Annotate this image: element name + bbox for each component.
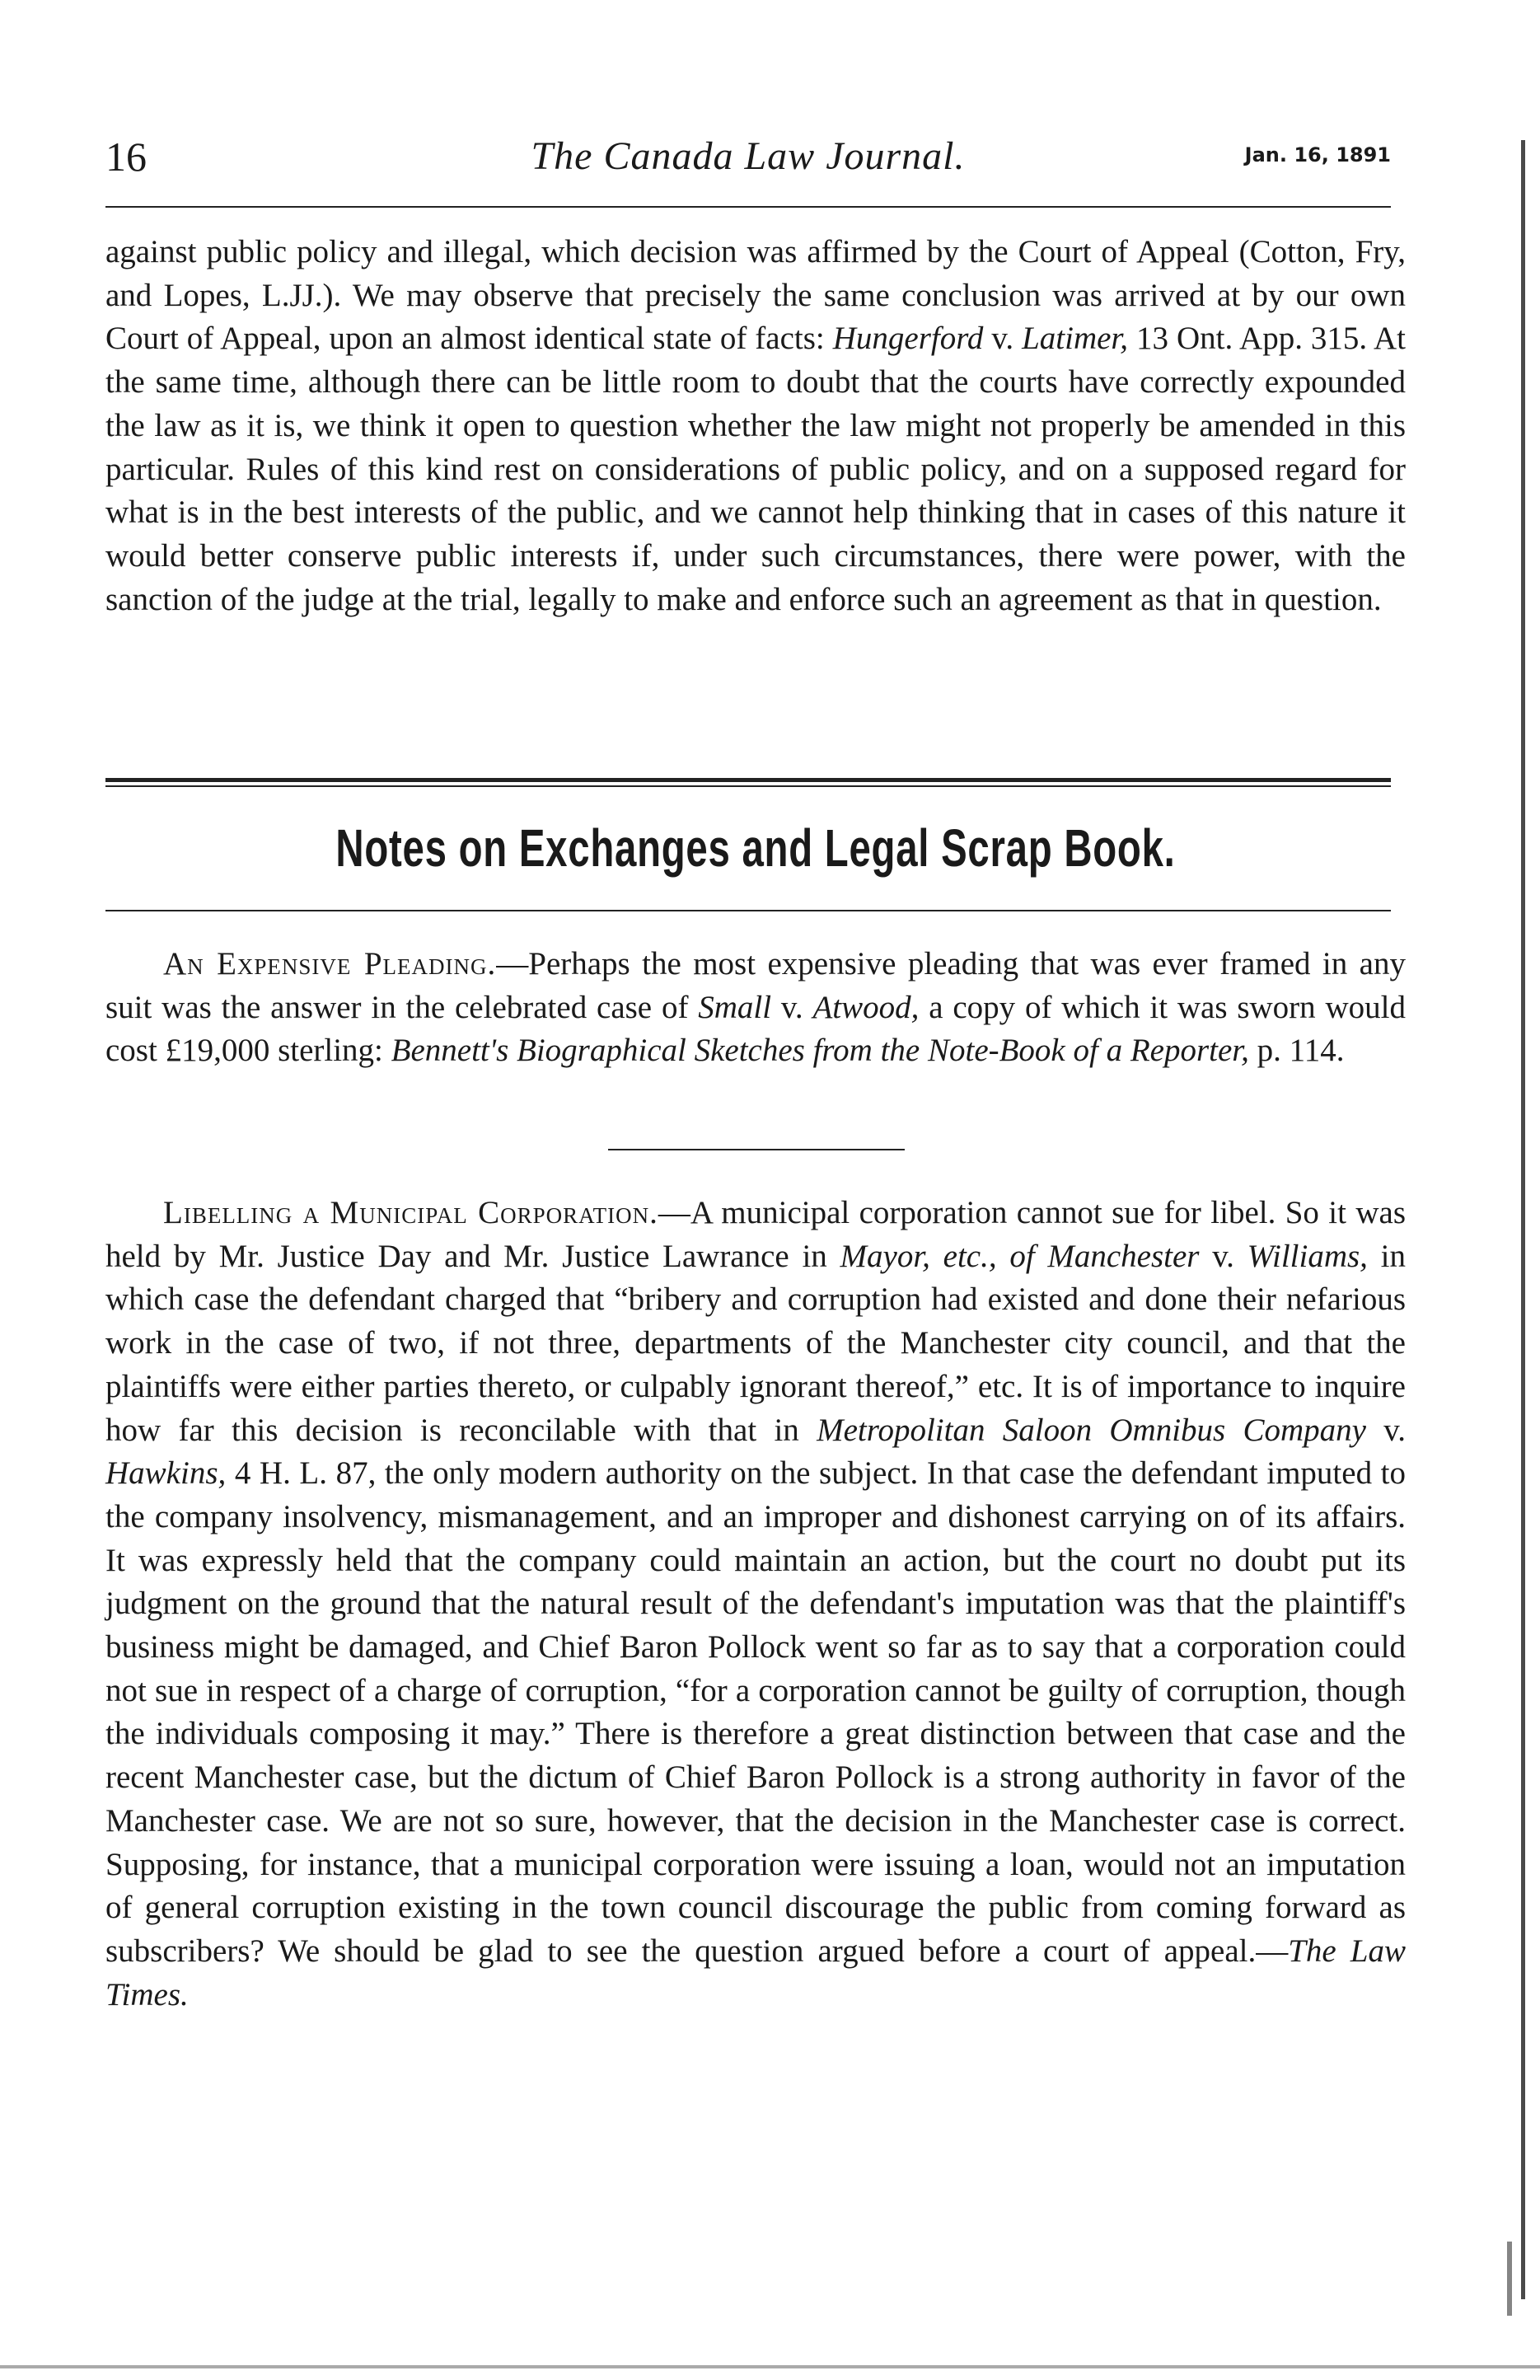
text-run: against public policy and illegal, which decision was affirmed by the Court of Appeal (Cotton, Fry, and Lopes, L.JJ.). We may observe that precisely the same conclusion was arrived at by our own Court of Appeal, upon an almost identical state of facts:: [105, 234, 1406, 357]
case-name: Atwood,: [812, 989, 920, 1025]
case-name: Hungerford: [832, 321, 984, 357]
case-name: Metropolitan Saloon Omnibus Company: [817, 1412, 1366, 1448]
note-separator: [608, 1149, 905, 1150]
continuation-paragraph: [105, 231, 1406, 621]
text-run: —A municipal corporation cannot sue for libel. So it was held by Mr. Justice Day and Mr. Justice Lawrance in: [105, 1195, 1406, 1274]
case-name: Hawkins,: [105, 1455, 227, 1492]
source-citation: Bennett's Biographical Sketches from the Note-Book of a Reporter,: [391, 1033, 1249, 1069]
note-heading: Libelling a Municipal Corporation.: [163, 1195, 658, 1230]
text-run: 4 H. L. 87, the only modern authority on the subject. In that case the defendant imputed to the company insolvency, mismanagement, and an improper and dishonest carrying on of its affairs. It was expressly held that the company could maintain an action, but the court no doubt put its judgment on the ground that the natural result of the defendant's imputation was that the plaintiff's business might be damaged, and Chief Baron Pollock went so far as to say that a corporation could not sue in respect of a charge of corruption, “for a corporation cannot be guilty of corruption, though the individuals composing it may.” There is therefore a great distinction between that case and the recent Manchester case, but the dictum of Chief Baron Pollock is a strong authority in favor of the Manchester case. We are not so sure, however, that the decision in the Manchester case is correct. Supposing, for instance, that a municipal corporation were issuing a loan, would not an imputation of general corruption existing in the town council discourage the public from coming forward as subscribers? We should be glad to see the question argued before a court of appeal.—: [105, 1455, 1406, 1969]
issue-date: Jan. 16, 1891: [1244, 143, 1391, 166]
case-name: Mayor, etc., of Manchester: [840, 1238, 1200, 1274]
paragraph: [105, 1192, 1406, 2017]
case-name: Williams,: [1247, 1238, 1368, 1274]
section-double-rule-top: [105, 778, 1391, 782]
paragraph: [105, 231, 1406, 621]
text-run: 13 Ont. App. 315. At the same time, although there can be little room to doubt that the courts have correctly expounded the law as it is, we think it open to question whether the law might not properly be amended in this particular. Rules of this kind rest on considerations of public policy, and on a supposed regard for what is in the best interests of the public, and we cannot help thinking that in cases of this nature it would better conserve public interests if, under such circumstances, there were power, with the sanction of the judge at the trial, legally to make and enforce such an agreement as that in question.: [105, 321, 1406, 617]
scan-bottom-edge: [0, 2365, 1540, 2368]
text-run: v.: [771, 989, 813, 1025]
scan-edge-shadow: [1521, 140, 1525, 2299]
text-run: v.: [1365, 1412, 1406, 1448]
text-run: —Perhaps the most expensive pleading that was ever framed in any suit was the answer in the celebrated case of: [105, 946, 1406, 1025]
scan-edge-mark: [1507, 2242, 1512, 2316]
section-title: Notes on Exchanges and Legal Scrap Book.: [335, 818, 1176, 878]
case-name: Small: [698, 989, 772, 1025]
paragraph: [105, 943, 1406, 1073]
text-run: p. 114.: [1248, 1033, 1345, 1069]
text-run: v.: [983, 321, 1023, 357]
running-title: The Canada Law Journal.: [531, 134, 966, 178]
text-run: in which case the defendant charged that “bribery and corruption had existed and done their nefarious work in the case of two, if not three, departments of the Manchester city council, and that the plaintiffs were either parties thereto, or culpably ignorant thereof,” etc. It is of importance to inquire how far this decision is reconcilable with that in: [105, 1238, 1406, 1448]
note-libelling-corporation: [105, 1192, 1406, 2017]
note-heading: An Expensive Pleading.: [163, 946, 497, 982]
text-run: v.: [1199, 1238, 1247, 1274]
case-name: Latimer,: [1022, 321, 1129, 357]
source-citation: The Law Times.: [105, 1933, 1406, 2012]
header-rule: [105, 206, 1391, 208]
section-double-rule-bottom: [105, 785, 1391, 787]
section-title-rule: [105, 910, 1391, 911]
note-expensive-pleading: [105, 943, 1406, 1073]
text-run: a copy of which it was sworn would cost £19,000 sterling:: [105, 989, 1406, 1069]
page-number: 16: [105, 134, 147, 180]
page-header: [105, 132, 1391, 181]
